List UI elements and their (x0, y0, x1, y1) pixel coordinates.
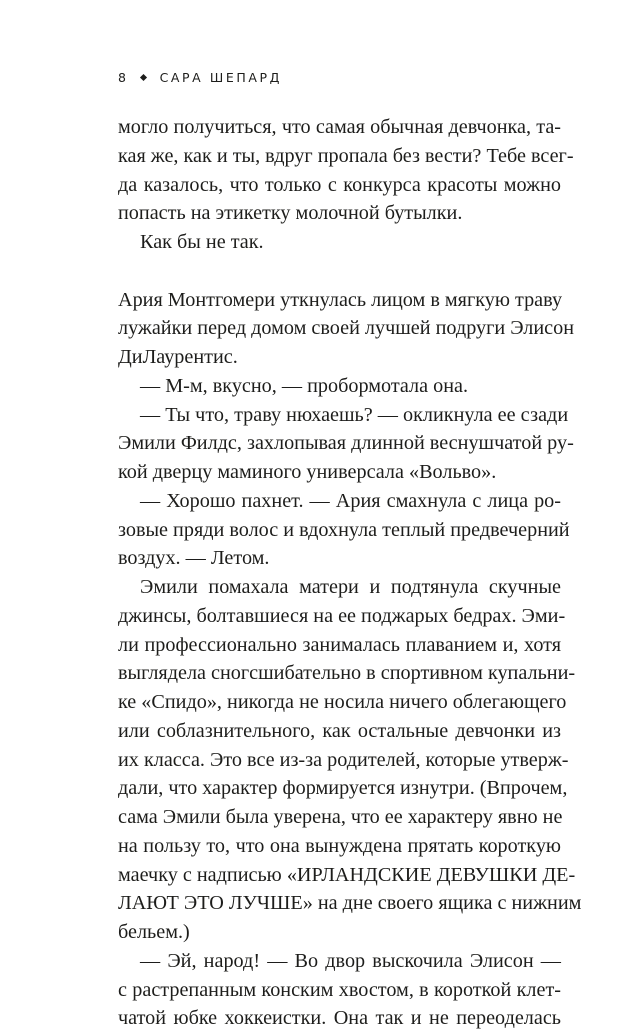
page-number: 8 (118, 70, 129, 85)
text-line: кая же, как и ты, вдруг пропала без вести? Тебе всег- (118, 144, 574, 167)
text-line: — Хорошо пахнет. — Ария смахнула с лица ро- (140, 489, 561, 512)
running-head (118, 70, 282, 86)
text-line: выглядела сногсшибательно в спортивном купальни- (118, 662, 576, 685)
text-line: — Эй, народ! — Во двор выскочила Элисон — (140, 949, 561, 972)
text-line: ЛАЮТ ЭТО ЛУЧШЕ» на дне своего ящика с нижним (118, 892, 582, 915)
section-break (118, 257, 561, 286)
text-line: ДиЛаурентис. (118, 346, 238, 368)
text-line: на пользу то, что она вынуждена прятать короткую (118, 834, 561, 857)
diamond-bullet-icon (140, 74, 147, 81)
text-line: дали, что характер формируется изнутри. (Впрочем, (118, 777, 568, 800)
text-line: Как бы не так. (140, 231, 264, 253)
text-line: сама Эмили была уверена, что ее характеру явно не (118, 806, 563, 828)
running-head-author: САРА ШЕПАРД (159, 70, 283, 85)
text-line: Эмили помахала матери и подтянула скучные (140, 576, 561, 598)
page-body-text (118, 113, 582, 1033)
text-line: ке «Спидо», никогда не носила ничего облегающего (118, 691, 567, 713)
text-line: зовые пряди волос и вдохнула теплый предвечерний (118, 518, 570, 541)
text-line: их класса. Это все из-за родителей, которые утверж- (118, 748, 569, 771)
text-line: да казалось, что только с конкурса красоты можно (118, 173, 561, 196)
text-line: бельем.) (118, 921, 190, 943)
text-line: чатой юбке хоккеистки. Она так и не переоделась (118, 1007, 561, 1030)
text-line: Ария Монтгомери уткнулась лицом в мягкую траву (118, 288, 563, 311)
text-line: — Ты что, траву нюхаешь? — окликнула ее сзади (140, 403, 569, 426)
text-line: с растрепанным конским хвостом, в короткой клет- (118, 978, 561, 1001)
text-line: Эмили Филдс, захлопывая длинной веснушчатой ру- (118, 432, 574, 455)
text-line: кой дверцу маминого универсала «Вольво». (118, 461, 497, 483)
text-line: или соблазнительного, как остальные девчонки из (118, 719, 561, 742)
text-line: маечку с надписью «ИРЛАНДСКИЕ ДЕВУШКИ ДЕ- (118, 863, 576, 886)
text-line: джинсы, болтавшиеся на ее поджарых бедрах. Эми- (118, 604, 566, 627)
text-line: ли профессионально занималась плаванием и, хотя (118, 633, 561, 656)
text-line: лужайки перед домом своей лучшей подруги Элисон (118, 317, 575, 340)
text-line: — М-м, вкусно, — пробормотала она. (140, 374, 469, 397)
text-line: могло получиться, что самая обычная девчонка, та- (118, 116, 561, 138)
text-line: попасть на этикетку молочной бутылки. (118, 202, 463, 225)
text-line: воздух. — Летом. (118, 547, 270, 570)
